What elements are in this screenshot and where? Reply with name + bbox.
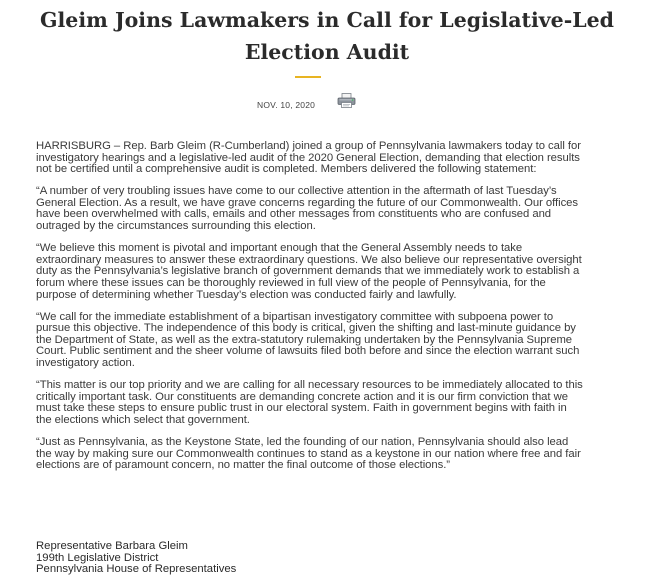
paragraph-statement-2: “We believe this moment is pivotal and important enough that the General Assembly needs to take extraordinary measures to answer these extraordinary questions. We also believe our representative oversight duty as the Pennsylvania’s legislative branch of government demands that we immediately work to establish a forum where these issues can be thoroughly reviewed in full view of the people of Pennsylvania, for the purpose of determining whether Tuesday’s election was conducted fairly and lawfully. xyxy=(36,242,582,301)
paragraph-statement-4: “This matter is our top priority and we are calling for all necessary resources to be immediately allocated to this critically important task. Our constituents are demanding concrete action and it is our firm conviction that we must take these steps to ensure public trust in our electoral system. Faith in government begins with faith in the elections which select that government. xyxy=(36,379,583,426)
page-title: Gleim Joins Lawmakers in Call for Legislative-Led Election Audit xyxy=(39,8,614,64)
paragraph-statement-1: “A number of very troubling issues have come to our collective attention in the aftermath of last Tuesday’s General Election. As a result, we have grave concerns regarding the future of our Commonwealth. Our offices have been overwhelmed with calls, emails and other messages from constituents who are confused and outraged by the circumstances surrounding this election. xyxy=(36,185,578,233)
article-body xyxy=(36,141,584,482)
title-accent-divider xyxy=(295,76,321,78)
publish-date: NOV. 10, 2020 xyxy=(257,100,316,110)
signature-body: Pennsylvania House of Representatives xyxy=(36,563,237,576)
signature-block xyxy=(36,541,236,576)
signature-name: Representative Barbara Gleim xyxy=(36,540,188,552)
paragraph-intro: HARRISBURG – Rep. Barb Gleim (R-Cumberland) joined a group of Pennsylvania lawmakers today to call for investigatory hearings and a legislative-led audit of the 2020 General Election, demanding that election results not be certified until a comprehensive audit is completed. Members delivered the following statement: xyxy=(36,140,581,176)
signature-district: 199th Legislative District xyxy=(36,551,159,564)
paragraph-statement-5: “Just as Pennsylvania, as the Keystone State, led the founding of our nation, Pennsylvania should also lead the way by making sure our Commonwealth continues to stand as a keystone in our nation where free and fair elections are of paramount concern, no matter the final outcome of those elections.” xyxy=(36,435,581,472)
paragraph-statement-3: “We call for the immediate establishment of a bipartisan investigatory committee with subpoena power to pursue this objective. The independence of this body is critical, given the shifting and last-minute guidance by the Department of State, as well as the extra-statutory rulemaking undertaken by the Pennsylvania Supreme Court. Public sentiment and the sheer volume of lawsuits filed both before and since the election warrant such investigatory action. xyxy=(36,310,580,369)
printer-icon[interactable] xyxy=(337,93,356,108)
